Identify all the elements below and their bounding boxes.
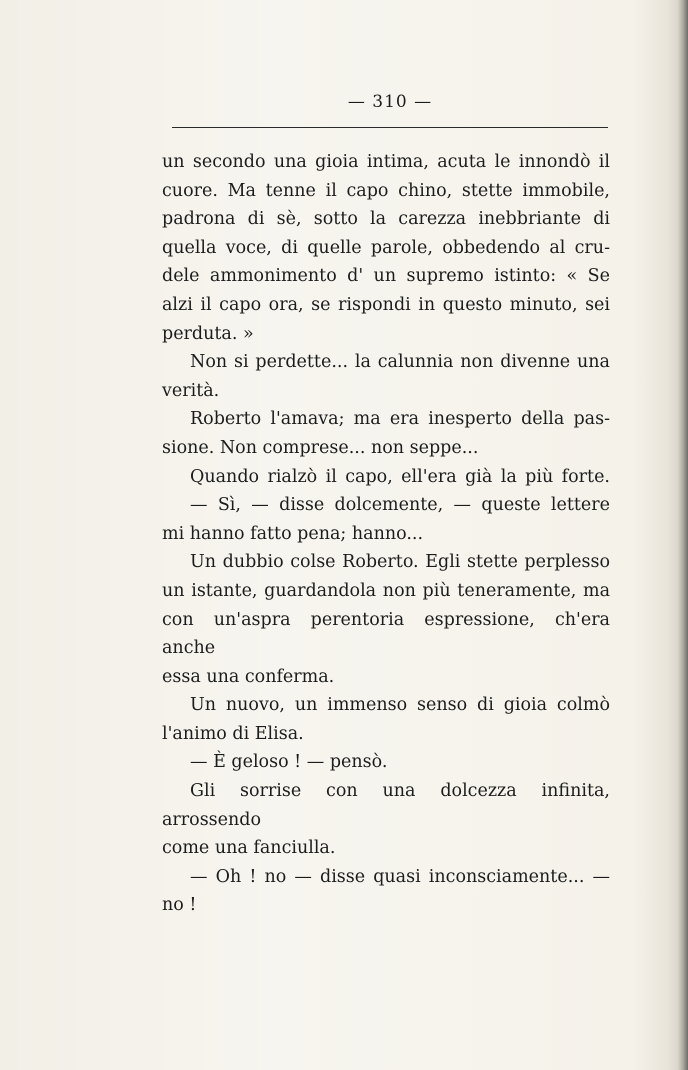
text-line: mi hanno fatto pena; hanno... <box>162 523 424 544</box>
text-line: dele ammonimento d' un supremo istinto: « Se <box>162 266 610 287</box>
text-line: quella voce, di quelle parole, obbedendo al cru- <box>162 237 610 258</box>
text-line: perduta. » <box>162 323 254 344</box>
header-rule <box>172 127 608 128</box>
text-line: padrona di sè, sotto la carezza inebbriante di <box>162 209 610 230</box>
text-line: — Oh ! no — disse quasi inconsciamente... — <box>190 866 610 887</box>
text-line: Un dubbio colse Roberto. Egli stette perplesso <box>190 552 610 573</box>
text-line: un istante, guardandola non più teneramente, ma <box>162 580 610 601</box>
page-edge-shadow <box>678 0 688 1070</box>
text-line: verità. <box>162 380 220 401</box>
text-line: Quando rialzò il capo, ell'era già la più forte. <box>190 466 610 487</box>
text-line: Un nuovo, un immenso senso di gioia colmò <box>190 695 610 716</box>
text-line: — È geloso ! — pensò. <box>190 752 388 773</box>
text-line: Gli sorrise con una dolcezza infinita, arrossendo <box>162 781 610 830</box>
text-line: come una fanciulla. <box>162 838 336 859</box>
text-line: essa una conferma. <box>162 666 335 687</box>
page-number: — 310 — <box>347 92 433 112</box>
text-line: con un'aspra perentoria espressione, ch'era anche <box>162 609 610 659</box>
text-line: no ! <box>162 895 197 916</box>
text-line: sione. Non comprese... non seppe... <box>162 437 479 458</box>
text-line: Roberto l'amava; ma era inesperto della pas- <box>190 409 610 430</box>
text-line: alzi il capo ora, se rispondi in questo minuto, sei <box>162 294 610 315</box>
text-line: l'animo di Elisa. <box>162 723 304 744</box>
text-line: cuore. Ma tenne il capo chino, stette immobile, <box>162 180 610 201</box>
text-line: un secondo una gioia intima, acuta le innondò il <box>162 152 610 172</box>
text-line: Non si perdette... la calunnia non divenne una <box>190 352 610 373</box>
text-line: — Sì, — disse dolcemente, — queste lettere <box>190 495 610 516</box>
body-text <box>162 148 610 920</box>
